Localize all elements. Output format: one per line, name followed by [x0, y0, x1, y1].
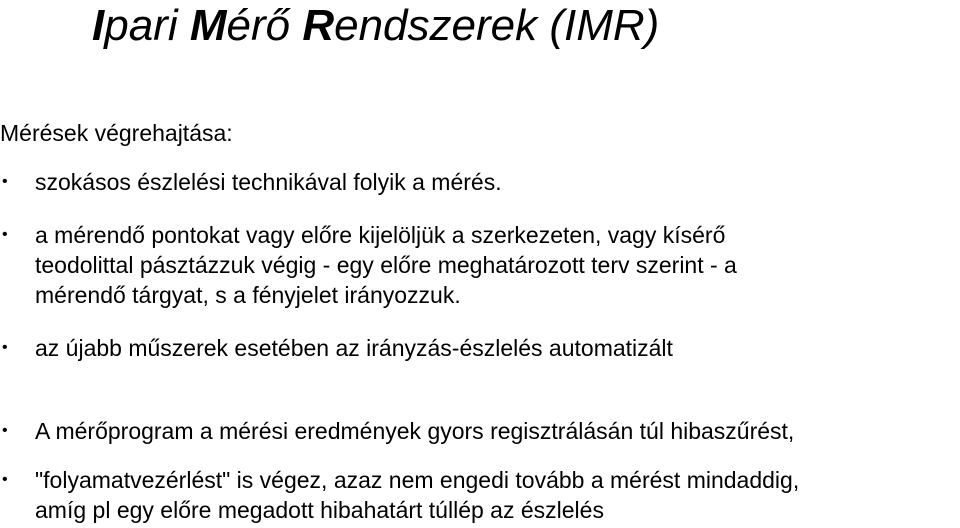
bullet-icon: •	[2, 339, 8, 356]
bullet-icon: •	[2, 226, 8, 243]
section-heading: Mérések végrehajtása:	[0, 120, 233, 146]
bullet-icon: •	[2, 173, 8, 190]
bullet-icon: •	[2, 422, 8, 439]
bullet-icon: •	[2, 471, 8, 488]
list-item-text: A mérőprogram a mérési eredmények gyors regisztrálásán túl hibaszűrést,	[35, 418, 795, 444]
page-title: Ipari Mérő Rendszerek (IMR)	[92, 1, 660, 50]
list-item-text: az újabb műszerek esetében az irányzás-észlelés automatizált	[35, 335, 673, 361]
list-item-text: "folyamatvezérlést" is végez, azaz nem engedi tovább a mérést mindaddig, amíg pl egy előre megadott hibahatárt túllép az észlelés	[35, 467, 800, 523]
list-item-text: a mérendő pontokat vagy előre kijelöljük a szerkezeten, vagy kísérő teodolittal pásztázzuk végig - egy előre meghatározott terv szerint - a mérendő tárgyat, s a fényjelet irányozzuk.	[35, 222, 737, 308]
list-item-text: szokásos észlelési technikával folyik a mérés.	[35, 169, 502, 195]
